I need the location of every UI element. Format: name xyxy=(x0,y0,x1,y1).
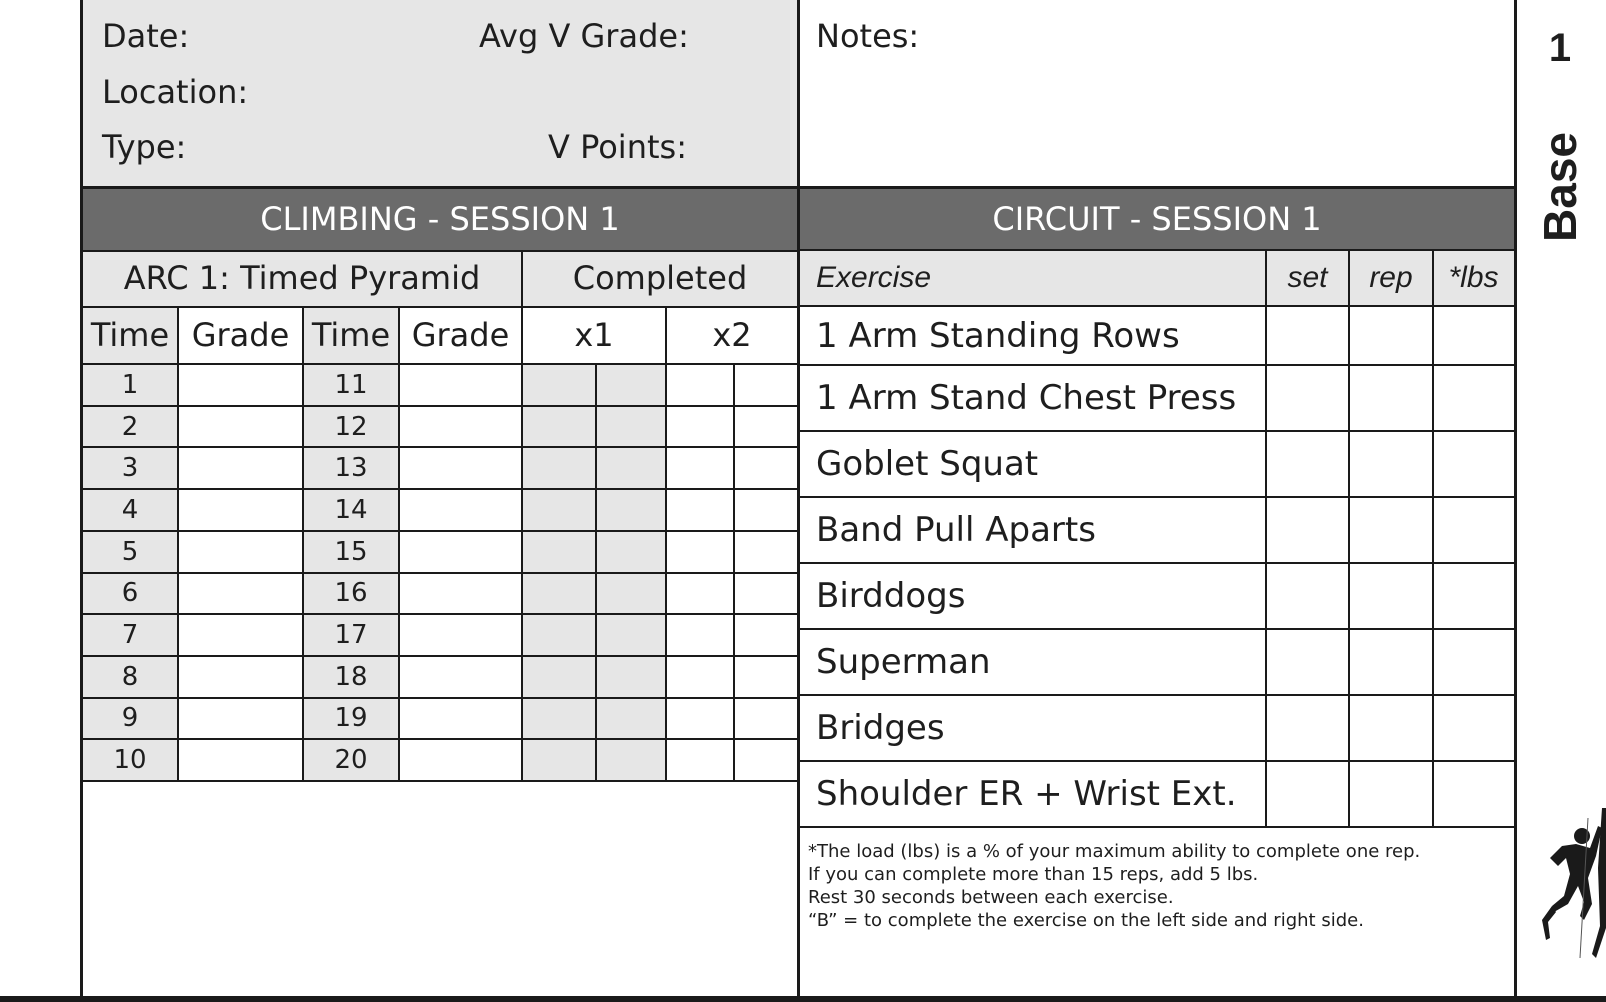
interval-number: 12 xyxy=(303,406,399,448)
completed-checkbox[interactable] xyxy=(734,656,798,698)
grid-line xyxy=(800,430,1516,432)
grid-line xyxy=(733,364,735,782)
completed-checkbox[interactable] xyxy=(666,614,734,656)
grid-line xyxy=(80,613,800,615)
grid-line xyxy=(800,628,1516,630)
completed-checkbox[interactable] xyxy=(666,573,734,615)
grade-cell[interactable] xyxy=(399,489,522,531)
rep-cell[interactable] xyxy=(1349,761,1433,827)
interval-number: 20 xyxy=(303,739,399,781)
interval-number: 8 xyxy=(82,656,178,698)
grid-line xyxy=(80,306,800,308)
exercise-name: Birddogs xyxy=(816,576,966,616)
rep-cell[interactable] xyxy=(1349,497,1433,563)
grid-line xyxy=(1432,250,1434,828)
grid-line xyxy=(80,250,800,252)
arc-title: ARC 1: Timed Pyramid xyxy=(82,250,522,306)
grid-line xyxy=(80,488,800,490)
grade-cell[interactable] xyxy=(178,447,303,489)
grid-line xyxy=(398,306,400,782)
completed-checkbox[interactable] xyxy=(734,364,798,406)
lbs-cell[interactable] xyxy=(1433,497,1514,563)
completed-checkbox[interactable] xyxy=(734,614,798,656)
interval-number: 9 xyxy=(82,698,178,740)
lbs-cell[interactable] xyxy=(1433,563,1514,629)
grade-cell[interactable] xyxy=(178,573,303,615)
grade-cell[interactable] xyxy=(178,698,303,740)
completed-checkbox[interactable] xyxy=(596,614,666,656)
grid-line xyxy=(0,996,1606,1002)
completed-checkbox[interactable] xyxy=(596,739,666,781)
completed-checkbox[interactable] xyxy=(734,698,798,740)
completed-checkbox[interactable] xyxy=(734,406,798,448)
grade-cell[interactable] xyxy=(399,406,522,448)
lbs-cell[interactable] xyxy=(1433,365,1514,431)
grid-line xyxy=(80,780,800,782)
completed-checkbox[interactable] xyxy=(522,656,596,698)
x2-header: x2 xyxy=(712,316,752,354)
time-header-2: Time xyxy=(303,306,399,364)
exercise-name: 1 Arm Standing Rows xyxy=(816,315,1180,356)
rep-cell[interactable] xyxy=(1349,306,1433,365)
grade-cell[interactable] xyxy=(178,406,303,448)
grid-line xyxy=(80,530,800,532)
grade-cell[interactable] xyxy=(399,364,522,406)
grade-cell[interactable] xyxy=(178,739,303,781)
exercise-name: Shoulder ER + Wrist Ext. xyxy=(816,774,1237,814)
grid-line xyxy=(80,655,800,657)
lbs-cell[interactable] xyxy=(1433,306,1514,365)
interval-number: 14 xyxy=(303,489,399,531)
grade-header-1: Grade xyxy=(191,316,290,354)
grade-cell[interactable] xyxy=(399,656,522,698)
completed-header: Completed xyxy=(522,250,798,306)
set-cell[interactable] xyxy=(1266,563,1349,629)
avg-grade-label: Avg V Grade: xyxy=(479,17,689,55)
interval-number: 11 xyxy=(303,364,399,406)
interval-number: 7 xyxy=(82,614,178,656)
grid-line xyxy=(80,186,1517,189)
footnote-line: *The load (lbs) is a % of your maximum ability to complete one rep. xyxy=(808,841,1421,862)
exercise-name: 1 Arm Stand Chest Press xyxy=(816,378,1237,418)
completed-checkbox[interactable] xyxy=(734,447,798,489)
set-cell[interactable] xyxy=(1266,761,1349,827)
grid-line xyxy=(1514,0,1517,1002)
footnote-line: “B” = to complete the exercise on the left side and right side. xyxy=(808,910,1364,931)
completed-checkbox[interactable] xyxy=(734,573,798,615)
exercise-name: Goblet Squat xyxy=(816,444,1039,484)
type-label: Type: xyxy=(102,128,187,166)
completed-checkbox[interactable] xyxy=(734,489,798,531)
interval-number: 1 xyxy=(82,364,178,406)
completed-checkbox[interactable] xyxy=(596,447,666,489)
interval-number: 16 xyxy=(303,573,399,615)
interval-number: 18 xyxy=(303,656,399,698)
circuit-banner: CIRCUIT - SESSION 1 xyxy=(800,188,1514,250)
completed-checkbox[interactable] xyxy=(596,656,666,698)
completed-checkbox[interactable] xyxy=(522,614,596,656)
interval-number: 3 xyxy=(82,447,178,489)
time-header-1: Time xyxy=(82,306,178,364)
exercise-name: Superman xyxy=(816,642,991,682)
grid-line xyxy=(800,760,1516,762)
set-cell[interactable] xyxy=(1266,629,1349,695)
vpoints-label: V Points: xyxy=(548,128,687,166)
completed-checkbox[interactable] xyxy=(734,531,798,573)
grid-line xyxy=(800,826,1516,828)
grade-cell[interactable] xyxy=(399,573,522,615)
completed-checkbox[interactable] xyxy=(666,739,734,781)
grid-line xyxy=(80,572,800,574)
footnote-line: If you can complete more than 15 reps, add 5 lbs. xyxy=(808,864,1259,885)
lbs-cell[interactable] xyxy=(1433,695,1514,761)
phase-number: 1 xyxy=(1548,26,1572,70)
completed-checkbox[interactable] xyxy=(666,531,734,573)
grid-line xyxy=(302,306,304,782)
footnote-line: Rest 30 seconds between each exercise. xyxy=(808,887,1174,908)
rep-cell[interactable] xyxy=(1349,695,1433,761)
rep-cell[interactable] xyxy=(1349,431,1433,497)
climber-silhouette-icon xyxy=(1532,808,1606,958)
grade-cell[interactable] xyxy=(399,531,522,573)
set-header: set xyxy=(1266,250,1349,306)
grid-line xyxy=(595,364,597,782)
grid-line xyxy=(800,249,1516,251)
x1-header: x1 xyxy=(574,316,614,354)
completed-checkbox[interactable] xyxy=(522,739,596,781)
completed-checkbox[interactable] xyxy=(734,739,798,781)
lbs-cell[interactable] xyxy=(1433,629,1514,695)
completed-checkbox[interactable] xyxy=(596,489,666,531)
grade-cell[interactable] xyxy=(399,447,522,489)
grade-cell[interactable] xyxy=(399,614,522,656)
interval-number: 5 xyxy=(82,531,178,573)
lbs-cell[interactable] xyxy=(1433,431,1514,497)
set-cell[interactable] xyxy=(1266,497,1349,563)
completed-checkbox[interactable] xyxy=(596,406,666,448)
completed-checkbox[interactable] xyxy=(666,406,734,448)
grade-cell[interactable] xyxy=(178,364,303,406)
completed-checkbox[interactable] xyxy=(522,406,596,448)
completed-checkbox[interactable] xyxy=(666,698,734,740)
grid-line xyxy=(800,305,1516,307)
interval-number: 15 xyxy=(303,531,399,573)
rep-header: rep xyxy=(1349,250,1433,306)
rep-cell[interactable] xyxy=(1349,629,1433,695)
completed-checkbox[interactable] xyxy=(522,698,596,740)
interval-number: 19 xyxy=(303,698,399,740)
grid-line xyxy=(80,697,800,699)
completed-checkbox[interactable] xyxy=(596,573,666,615)
completed-checkbox[interactable] xyxy=(596,698,666,740)
interval-number: 17 xyxy=(303,614,399,656)
rep-cell[interactable] xyxy=(1349,365,1433,431)
grid-line xyxy=(80,405,800,407)
location-label: Location: xyxy=(102,73,249,111)
date-label: Date: xyxy=(102,17,190,55)
set-cell[interactable] xyxy=(1266,306,1349,365)
grid-line xyxy=(80,738,800,740)
grid-line xyxy=(800,496,1516,498)
grid-line xyxy=(80,446,800,448)
lbs-cell[interactable] xyxy=(1433,761,1514,827)
grid-line xyxy=(800,562,1516,564)
grid-line xyxy=(800,364,1516,366)
grade-cell[interactable] xyxy=(399,698,522,740)
grade-cell[interactable] xyxy=(178,656,303,698)
grade-cell[interactable] xyxy=(178,531,303,573)
rep-cell[interactable] xyxy=(1349,563,1433,629)
grid-line xyxy=(80,363,800,365)
grade-cell[interactable] xyxy=(399,739,522,781)
interval-number: 2 xyxy=(82,406,178,448)
completed-checkbox[interactable] xyxy=(596,531,666,573)
set-cell[interactable] xyxy=(1266,431,1349,497)
grid-line xyxy=(177,306,179,782)
grid-line xyxy=(521,250,523,782)
completed-checkbox[interactable] xyxy=(522,364,596,406)
lbs-header: *lbs xyxy=(1433,250,1514,306)
interval-number: 4 xyxy=(82,489,178,531)
completed-checkbox[interactable] xyxy=(666,656,734,698)
completed-checkbox[interactable] xyxy=(666,489,734,531)
grade-cell[interactable] xyxy=(178,614,303,656)
notes-label: Notes: xyxy=(816,17,920,55)
climbing-banner: CLIMBING - SESSION 1 xyxy=(82,188,798,250)
interval-number: 10 xyxy=(82,739,178,781)
exercise-header: Exercise xyxy=(800,250,1266,306)
phase-label: Base xyxy=(1534,132,1586,242)
completed-checkbox[interactable] xyxy=(522,573,596,615)
interval-number: 6 xyxy=(82,573,178,615)
grade-header-2: Grade xyxy=(411,316,510,354)
completed-checkbox[interactable] xyxy=(522,531,596,573)
set-cell[interactable] xyxy=(1266,695,1349,761)
grid-line xyxy=(1265,250,1267,828)
set-cell[interactable] xyxy=(1266,365,1349,431)
grid-line xyxy=(797,0,800,1002)
completed-checkbox[interactable] xyxy=(666,364,734,406)
grid-line xyxy=(1348,250,1350,828)
grid-line xyxy=(80,0,83,1002)
interval-number: 13 xyxy=(303,447,399,489)
completed-checkbox[interactable] xyxy=(522,489,596,531)
grid-line xyxy=(665,306,667,782)
exercise-name: Band Pull Aparts xyxy=(816,510,1096,550)
completed-checkbox[interactable] xyxy=(522,447,596,489)
completed-checkbox[interactable] xyxy=(666,447,734,489)
completed-checkbox[interactable] xyxy=(596,364,666,406)
grade-cell[interactable] xyxy=(178,489,303,531)
circuit-footnotes xyxy=(808,840,1420,932)
grid-line xyxy=(800,694,1516,696)
exercise-name: Bridges xyxy=(816,708,945,748)
